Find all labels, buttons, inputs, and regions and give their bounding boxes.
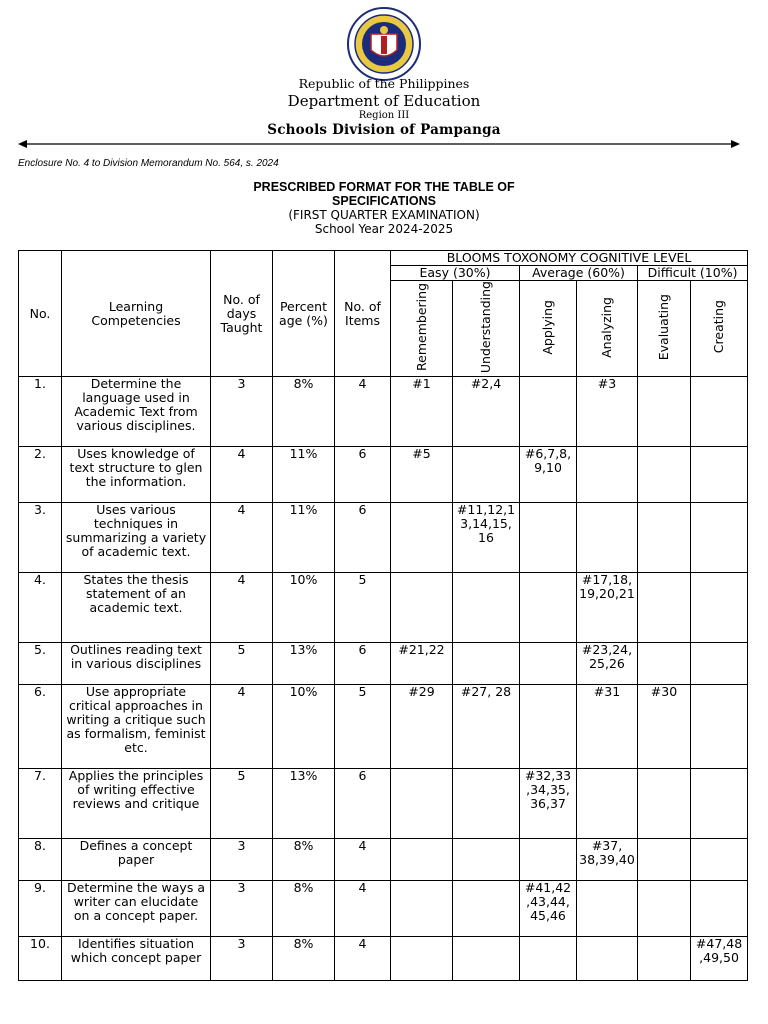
row-competency: Determine the ways a writer can elucidate on a concept paper. <box>62 881 211 937</box>
header-understanding: Understanding <box>453 281 520 377</box>
row-percent: 10% <box>273 573 335 643</box>
row-understanding <box>453 447 520 503</box>
row-items: 6 <box>335 769 391 839</box>
row-analyzing <box>577 937 638 981</box>
row-no: 5. <box>19 643 62 685</box>
row-remembering: #5 <box>391 447 453 503</box>
document-subtitle-exam: (FIRST QUARTER EXAMINATION) <box>288 208 480 222</box>
row-creating <box>691 573 748 643</box>
row-no: 6. <box>19 685 62 769</box>
row-analyzing: #37, 38,39,40 <box>577 839 638 881</box>
row-analyzing <box>577 769 638 839</box>
table-row <box>19 447 748 503</box>
division-line: Schools Division of Pampanga <box>267 122 501 138</box>
row-applying <box>520 503 577 573</box>
table-row <box>19 643 748 685</box>
row-applying <box>520 685 577 769</box>
row-competency: Identifies situation which concept paper <box>62 937 211 981</box>
row-remembering: #29 <box>391 685 453 769</box>
row-creating <box>691 769 748 839</box>
row-analyzing: #31 <box>577 685 638 769</box>
row-evaluating <box>638 881 691 937</box>
row-competency: Determine the language used in Academic Text from various disciplines. <box>62 377 211 447</box>
header-applying: Applying <box>520 281 577 377</box>
table-of-specifications <box>18 250 748 981</box>
row-days: 5 <box>211 643 273 685</box>
row-no: 2. <box>19 447 62 503</box>
row-applying <box>520 643 577 685</box>
enclosure-note: Enclosure No. 4 to Division Memorandum No. 564, s. 2024 <box>18 158 279 169</box>
row-applying <box>520 937 577 981</box>
row-remembering <box>391 769 453 839</box>
row-remembering <box>391 881 453 937</box>
header-divider-arrow <box>18 138 740 150</box>
row-days: 3 <box>211 937 273 981</box>
row-percent: 11% <box>273 447 335 503</box>
row-evaluating <box>638 377 691 447</box>
row-creating <box>691 447 748 503</box>
table-body <box>19 377 748 981</box>
row-items: 6 <box>335 503 391 573</box>
row-creating <box>691 503 748 573</box>
republic-line: Republic of the Philippines <box>298 76 470 91</box>
row-understanding: #11,12,1 3,14,15, 16 <box>453 503 520 573</box>
row-understanding <box>453 839 520 881</box>
row-remembering: #21,22 <box>391 643 453 685</box>
row-creating <box>691 377 748 447</box>
row-creating <box>691 839 748 881</box>
header-difficult: Difficult (10%) <box>638 266 748 281</box>
row-days: 5 <box>211 769 273 839</box>
deped-seal-logo <box>341 6 427 82</box>
row-days: 4 <box>211 503 273 573</box>
row-understanding <box>453 937 520 981</box>
row-items: 4 <box>335 377 391 447</box>
row-items: 6 <box>335 447 391 503</box>
row-analyzing <box>577 503 638 573</box>
row-competency: Uses various techniques in summarizing a variety of academic text. <box>62 503 211 573</box>
row-no: 7. <box>19 769 62 839</box>
row-understanding <box>453 643 520 685</box>
document-title-line2: SPECIFICATIONS <box>332 194 436 208</box>
row-understanding <box>453 769 520 839</box>
row-competency: States the thesis statement of an academic text. <box>62 573 211 643</box>
row-analyzing: #3 <box>577 377 638 447</box>
row-no: 3. <box>19 503 62 573</box>
row-percent: 8% <box>273 839 335 881</box>
header-remembering: Remembering <box>391 281 453 377</box>
header-easy: Easy (30%) <box>391 266 520 281</box>
row-creating <box>691 881 748 937</box>
row-applying <box>520 573 577 643</box>
table-row <box>19 685 748 769</box>
row-remembering <box>391 937 453 981</box>
row-evaluating <box>638 503 691 573</box>
row-days: 3 <box>211 839 273 881</box>
row-items: 6 <box>335 643 391 685</box>
row-items: 5 <box>335 685 391 769</box>
row-days: 4 <box>211 685 273 769</box>
table-row <box>19 503 748 573</box>
department-line: Department of Education <box>287 92 481 110</box>
row-evaluating: #30 <box>638 685 691 769</box>
header-no-of-items: No. of Items <box>335 251 391 377</box>
table-row <box>19 881 748 937</box>
row-analyzing: #17,18, 19,20,21 <box>577 573 638 643</box>
header-learning-competencies: Learning Competencies <box>62 251 211 377</box>
row-competency: Outlines reading text in various disciplines <box>62 643 211 685</box>
row-percent: 11% <box>273 503 335 573</box>
row-items: 4 <box>335 881 391 937</box>
row-remembering <box>391 503 453 573</box>
row-competency: Use appropriate critical approaches in writing a critique such as formalism, feminist etc. <box>62 685 211 769</box>
row-understanding <box>453 881 520 937</box>
header-days-taught: No. of days Taught <box>211 251 273 377</box>
row-percent: 8% <box>273 377 335 447</box>
row-applying <box>520 839 577 881</box>
row-evaluating <box>638 839 691 881</box>
table-row <box>19 937 748 981</box>
row-evaluating <box>638 937 691 981</box>
row-creating <box>691 685 748 769</box>
table-row <box>19 769 748 839</box>
row-analyzing: #23,24, 25,26 <box>577 643 638 685</box>
row-percent: 13% <box>273 643 335 685</box>
row-items: 5 <box>335 573 391 643</box>
row-applying: #6,7,8, 9,10 <box>520 447 577 503</box>
row-percent: 13% <box>273 769 335 839</box>
row-percent: 10% <box>273 685 335 769</box>
row-applying: #41,42 ,43,44, 45,46 <box>520 881 577 937</box>
row-days: 4 <box>211 447 273 503</box>
row-evaluating <box>638 769 691 839</box>
header-creating: Creating <box>691 281 748 377</box>
row-competency: Applies the principles of writing effective reviews and critique <box>62 769 211 839</box>
row-remembering <box>391 839 453 881</box>
row-analyzing <box>577 881 638 937</box>
header-no: No. <box>19 251 62 377</box>
row-understanding <box>453 573 520 643</box>
header-average: Average (60%) <box>520 266 638 281</box>
row-percent: 8% <box>273 937 335 981</box>
row-no: 4. <box>19 573 62 643</box>
header-analyzing: Analyzing <box>577 281 638 377</box>
row-no: 9. <box>19 881 62 937</box>
row-percent: 8% <box>273 881 335 937</box>
row-creating <box>691 643 748 685</box>
table-row <box>19 377 748 447</box>
row-evaluating <box>638 643 691 685</box>
row-evaluating <box>638 447 691 503</box>
row-remembering: #1 <box>391 377 453 447</box>
row-no: 10. <box>19 937 62 981</box>
row-understanding: #2,4 <box>453 377 520 447</box>
header-blooms-taxonomy: BLOOMS TOXONOMY COGNITIVE LEVEL <box>391 251 748 266</box>
row-items: 4 <box>335 839 391 881</box>
row-days: 4 <box>211 573 273 643</box>
document-subtitle-year: School Year 2024-2025 <box>314 222 454 236</box>
row-creating: #47,48 ,49,50 <box>691 937 748 981</box>
row-remembering <box>391 573 453 643</box>
row-days: 3 <box>211 377 273 447</box>
row-analyzing <box>577 447 638 503</box>
row-days: 3 <box>211 881 273 937</box>
header-evaluating: Evaluating <box>638 281 691 377</box>
row-no: 8. <box>19 839 62 881</box>
region-line: Region III <box>358 110 410 121</box>
row-applying: #32,33 ,34,35, 36,37 <box>520 769 577 839</box>
row-competency: Defines a concept paper <box>62 839 211 881</box>
row-items: 4 <box>335 937 391 981</box>
table-row <box>19 573 748 643</box>
row-no: 1. <box>19 377 62 447</box>
header-percentage: Percent age (%) <box>273 251 335 377</box>
row-understanding: #27, 28 <box>453 685 520 769</box>
row-evaluating <box>638 573 691 643</box>
row-applying <box>520 377 577 447</box>
document-title-line1: PRESCRIBED FORMAT FOR THE TABLE OF <box>253 180 515 194</box>
row-competency: Uses knowledge of text structure to glen the information. <box>62 447 211 503</box>
table-row <box>19 839 748 881</box>
